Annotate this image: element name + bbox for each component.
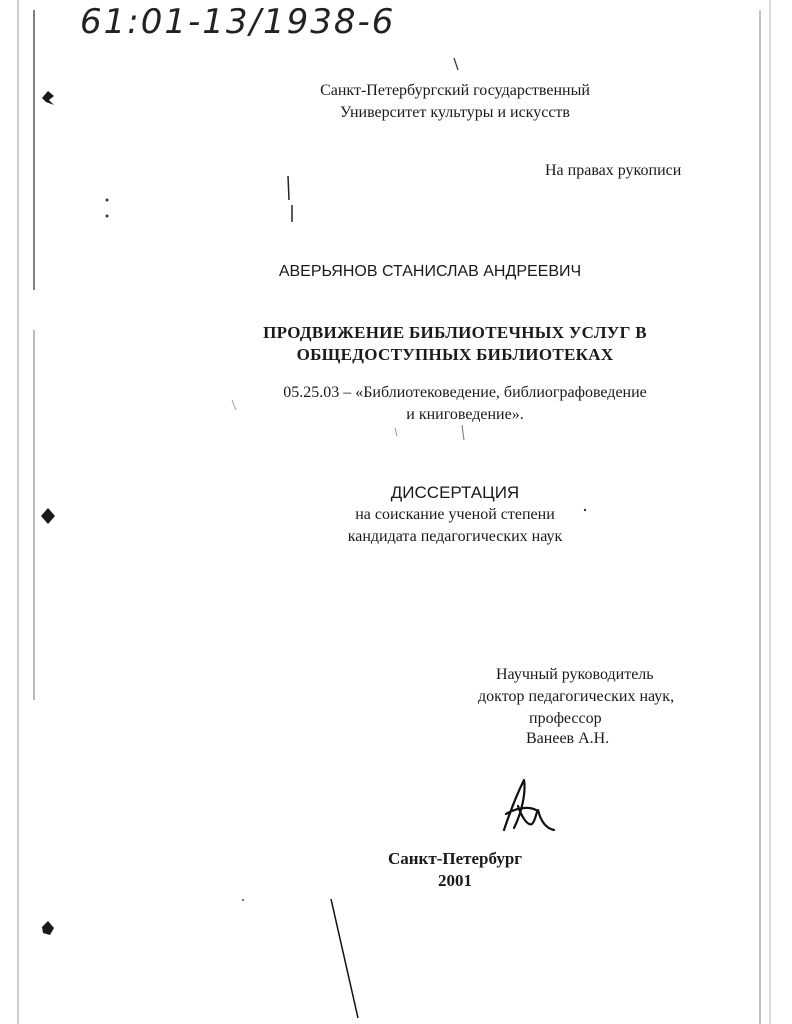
specialty-block xyxy=(200,382,730,426)
rights-note: На правах рукописи xyxy=(545,162,682,179)
handwritten-signature xyxy=(492,772,572,842)
work-type-block xyxy=(260,482,650,548)
supervisor-line-4: Ванеев А.Н. xyxy=(526,730,610,747)
archive-code-handwritten: 61:01-13/1938-6 xyxy=(80,2,396,42)
specialty-line-1: 05.25.03 – «Библиотековедение, библиографоведение xyxy=(283,384,647,401)
binder-hole-mark-bottom xyxy=(38,918,58,938)
specialty-line-2: и книговедение». xyxy=(406,406,524,423)
place-year-block xyxy=(330,848,580,892)
institution-line-2: Университет культуры и искусств xyxy=(340,104,570,121)
binder-hole-mark-top xyxy=(38,88,58,108)
institution-line-1: Санкт-Петербургский государственный xyxy=(320,82,590,99)
supervisor-line-3: профессор xyxy=(529,710,602,727)
year: 2001 xyxy=(438,871,472,890)
supervisor-line-2: доктор педагогических наук, xyxy=(478,688,675,705)
thesis-title-line-2: ОБЩЕДОСТУПНЫХ БИБЛИОТЕКАХ xyxy=(296,345,614,364)
work-type-line-1: на соискание ученой степени xyxy=(355,506,555,523)
author-name: АВЕРЬЯНОВ СТАНИСЛАВ АНДРЕЕВИЧ xyxy=(278,263,582,280)
place: Санкт-Петербург xyxy=(387,849,523,868)
thesis-title xyxy=(200,322,710,366)
supervisor-line-1: Научный руководитель xyxy=(496,666,654,683)
work-type-line-2: кандидата педагогических наук xyxy=(347,528,563,545)
binder-hole-mark-middle xyxy=(38,506,58,526)
thesis-title-line-1: ПРОДВИЖЕНИЕ БИБЛИОТЕЧНЫХ УСЛУГ В xyxy=(263,323,647,342)
work-type-label: ДИССЕРТАЦИЯ xyxy=(390,483,520,502)
institution-block xyxy=(260,80,650,124)
